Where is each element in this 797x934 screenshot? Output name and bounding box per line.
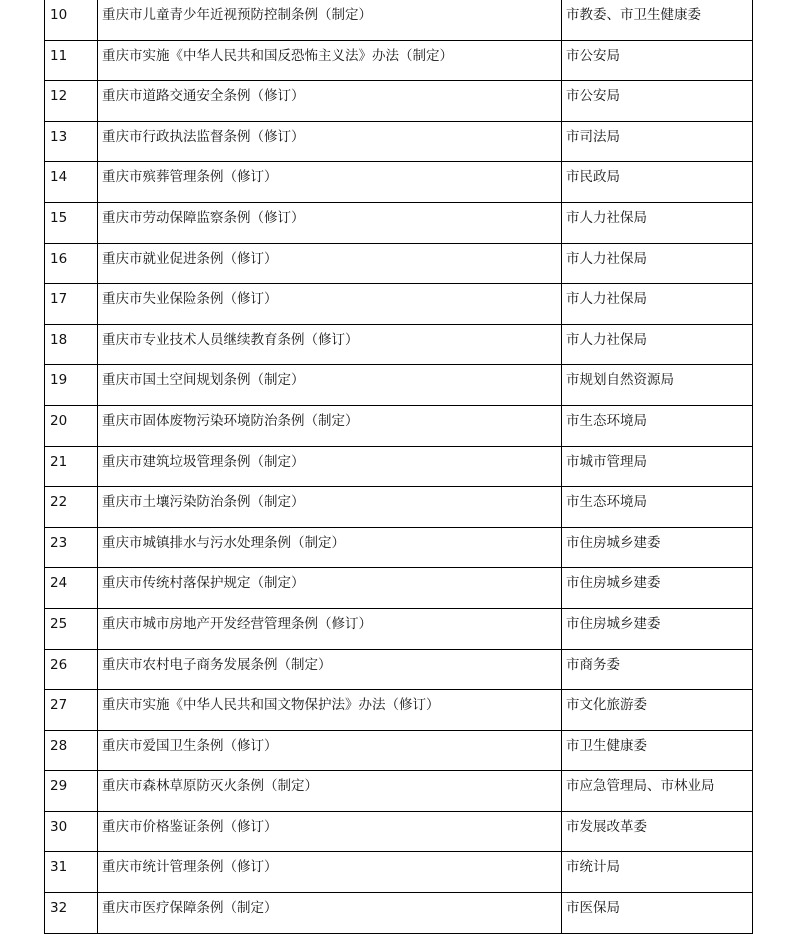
row-number: 10 <box>50 7 68 23</box>
row-number: 24 <box>50 575 68 592</box>
regulation-name: 重庆市实施《中华人民共和国文物保护法》办法（修订） <box>102 697 440 714</box>
row-number-cell <box>45 162 98 203</box>
row-number: 25 <box>50 615 68 632</box>
regulation-name-cell <box>98 81 562 122</box>
department-name: 市司法局 <box>566 128 620 145</box>
row-number-cell <box>45 649 98 690</box>
row-number: 15 <box>50 209 68 226</box>
regulation-name: 重庆市失业保险条例（修订） <box>102 291 278 308</box>
table-row <box>45 0 753 40</box>
department-cell <box>562 446 753 487</box>
department-name: 市公安局 <box>566 88 620 105</box>
table-row <box>45 568 753 609</box>
department-name: 市医保局 <box>566 900 620 917</box>
regulation-name: 重庆市城市房地产开发经营管理条例（修订） <box>102 615 372 632</box>
row-number: 22 <box>50 494 68 511</box>
table-row <box>45 649 753 690</box>
regulation-name: 重庆市专业技术人员继续教育条例（修订） <box>102 331 359 348</box>
department-cell <box>562 893 753 934</box>
table-row <box>45 243 753 284</box>
row-number: 32 <box>50 900 68 917</box>
regulation-name: 重庆市传统村落保护规定（制定） <box>102 575 305 592</box>
table-row <box>45 893 753 934</box>
row-number: 16 <box>50 250 68 267</box>
row-number-cell <box>45 324 98 365</box>
table-row <box>45 690 753 731</box>
table-row <box>45 771 753 812</box>
row-number: 30 <box>50 818 68 835</box>
department-name: 市商务委 <box>566 656 620 673</box>
regulation-name: 重庆市国土空间规划条例（制定） <box>102 372 305 389</box>
regulation-name: 重庆市价格鉴证条例（修订） <box>102 818 278 835</box>
row-number-cell <box>45 771 98 812</box>
regulation-name: 重庆市森林草原防灭火条例（制定） <box>102 778 318 795</box>
table-row <box>45 608 753 649</box>
department-cell <box>562 771 753 812</box>
department-cell <box>562 162 753 203</box>
regulation-name-cell <box>98 284 562 325</box>
table-row <box>45 487 753 528</box>
row-number-cell <box>45 121 98 162</box>
regulation-name-cell <box>98 365 562 406</box>
regulation-name-cell <box>98 0 562 40</box>
department-cell <box>562 608 753 649</box>
regulation-name-cell <box>98 690 562 731</box>
regulation-name-cell <box>98 162 562 203</box>
table-row <box>45 730 753 771</box>
table-row <box>45 527 753 568</box>
row-number-cell <box>45 852 98 893</box>
department-cell <box>562 690 753 731</box>
row-number-cell <box>45 811 98 852</box>
regulation-name: 重庆市土壤污染防治条例（制定） <box>102 494 305 511</box>
legislation-table <box>44 0 753 934</box>
row-number-cell <box>45 893 98 934</box>
table-row <box>45 202 753 243</box>
row-number-cell <box>45 243 98 284</box>
department-cell <box>562 365 753 406</box>
table-row <box>45 365 753 406</box>
regulation-name-cell <box>98 608 562 649</box>
department-cell <box>562 730 753 771</box>
row-number-cell <box>45 527 98 568</box>
table-row <box>45 324 753 365</box>
row-number: 17 <box>50 291 68 308</box>
row-number: 31 <box>50 859 68 876</box>
department-name: 市住房城乡建委 <box>566 575 661 592</box>
regulation-name-cell <box>98 487 562 528</box>
row-number-cell <box>45 365 98 406</box>
regulation-name: 重庆市建筑垃圾管理条例（制定） <box>102 453 305 470</box>
row-number: 14 <box>50 169 68 186</box>
row-number-cell <box>45 568 98 609</box>
regulation-name-cell <box>98 202 562 243</box>
department-cell <box>562 649 753 690</box>
regulation-name: 重庆市农村电子商务发展条例（制定） <box>102 656 332 673</box>
table-row <box>45 284 753 325</box>
table-row <box>45 121 753 162</box>
regulation-name: 重庆市劳动保障监察条例（修订） <box>102 209 305 226</box>
department-cell <box>562 324 753 365</box>
department-cell <box>562 40 753 81</box>
regulation-name-cell <box>98 446 562 487</box>
department-name: 市城市管理局 <box>566 453 647 470</box>
department-name: 市发展改革委 <box>566 818 647 835</box>
department-name: 市人力社保局 <box>566 250 647 267</box>
row-number: 26 <box>50 656 68 673</box>
row-number: 18 <box>50 331 68 348</box>
regulation-name-cell <box>98 649 562 690</box>
row-number: 13 <box>50 128 68 145</box>
department-name: 市应急管理局、市林业局 <box>566 778 715 795</box>
regulation-name-cell <box>98 40 562 81</box>
regulation-name-cell <box>98 852 562 893</box>
department-name: 市规划自然资源局 <box>566 372 674 389</box>
table-row <box>45 446 753 487</box>
department-cell <box>562 202 753 243</box>
table-row <box>45 81 753 122</box>
regulation-name-cell <box>98 121 562 162</box>
regulation-name-cell <box>98 527 562 568</box>
row-number-cell <box>45 487 98 528</box>
department-name: 市人力社保局 <box>566 291 647 308</box>
regulation-name-cell <box>98 324 562 365</box>
department-name: 市公安局 <box>566 47 620 64</box>
row-number-cell <box>45 202 98 243</box>
department-name: 市生态环境局 <box>566 494 647 511</box>
regulation-name: 重庆市殡葬管理条例（修订） <box>102 169 278 186</box>
regulation-name-cell <box>98 771 562 812</box>
regulation-name: 重庆市实施《中华人民共和国反恐怖主义法》办法（制定） <box>102 47 453 64</box>
department-name: 市卫生健康委 <box>566 737 647 754</box>
department-name: 市住房城乡建委 <box>566 534 661 551</box>
row-number: 28 <box>50 737 68 754</box>
department-cell <box>562 487 753 528</box>
department-cell <box>562 121 753 162</box>
regulation-name-cell <box>98 730 562 771</box>
regulation-name: 重庆市城镇排水与污水处理条例（制定） <box>102 534 345 551</box>
regulation-name: 重庆市就业促进条例（修订） <box>102 250 278 267</box>
department-cell <box>562 852 753 893</box>
department-cell <box>562 81 753 122</box>
table-row <box>45 162 753 203</box>
regulation-name: 重庆市爱国卫生条例（修订） <box>102 737 278 754</box>
department-cell <box>562 0 753 40</box>
row-number-cell <box>45 81 98 122</box>
regulation-name-cell <box>98 405 562 446</box>
table-row <box>45 405 753 446</box>
department-name: 市文化旅游委 <box>566 697 647 714</box>
row-number-cell <box>45 446 98 487</box>
regulation-name-cell <box>98 243 562 284</box>
row-number: 12 <box>50 88 68 105</box>
row-number-cell <box>45 284 98 325</box>
department-name: 市住房城乡建委 <box>566 615 661 632</box>
table-body <box>45 0 753 933</box>
department-cell <box>562 243 753 284</box>
table-row <box>45 811 753 852</box>
row-number: 23 <box>50 534 68 551</box>
department-cell <box>562 811 753 852</box>
row-number: 20 <box>50 412 68 429</box>
regulation-name-cell <box>98 893 562 934</box>
department-name: 市人力社保局 <box>566 209 647 226</box>
department-cell <box>562 284 753 325</box>
row-number: 11 <box>50 47 68 64</box>
regulation-name: 重庆市行政执法监督条例（修订） <box>102 128 305 145</box>
regulation-name: 重庆市统计管理条例（修订） <box>102 859 278 876</box>
row-number: 19 <box>50 372 68 389</box>
department-name: 市民政局 <box>566 169 620 186</box>
department-name: 市教委、市卫生健康委 <box>566 7 701 23</box>
row-number: 27 <box>50 697 68 714</box>
regulation-name: 重庆市固体废物污染环境防治条例（制定） <box>102 412 359 429</box>
row-number-cell <box>45 608 98 649</box>
row-number-cell <box>45 405 98 446</box>
department-name: 市人力社保局 <box>566 331 647 348</box>
department-name: 市统计局 <box>566 859 620 876</box>
row-number: 21 <box>50 453 68 470</box>
table-row <box>45 852 753 893</box>
table-row <box>45 40 753 81</box>
regulation-name-cell <box>98 811 562 852</box>
department-cell <box>562 568 753 609</box>
regulation-name: 重庆市医疗保障条例（制定） <box>102 900 278 917</box>
department-name: 市生态环境局 <box>566 412 647 429</box>
regulation-name: 重庆市道路交通安全条例（修订） <box>102 88 305 105</box>
row-number-cell <box>45 0 98 40</box>
row-number: 29 <box>50 778 68 795</box>
regulation-name-cell <box>98 568 562 609</box>
row-number-cell <box>45 40 98 81</box>
row-number-cell <box>45 730 98 771</box>
regulation-name: 重庆市儿童青少年近视预防控制条例（制定） <box>102 7 372 23</box>
department-cell <box>562 527 753 568</box>
department-cell <box>562 405 753 446</box>
row-number-cell <box>45 690 98 731</box>
